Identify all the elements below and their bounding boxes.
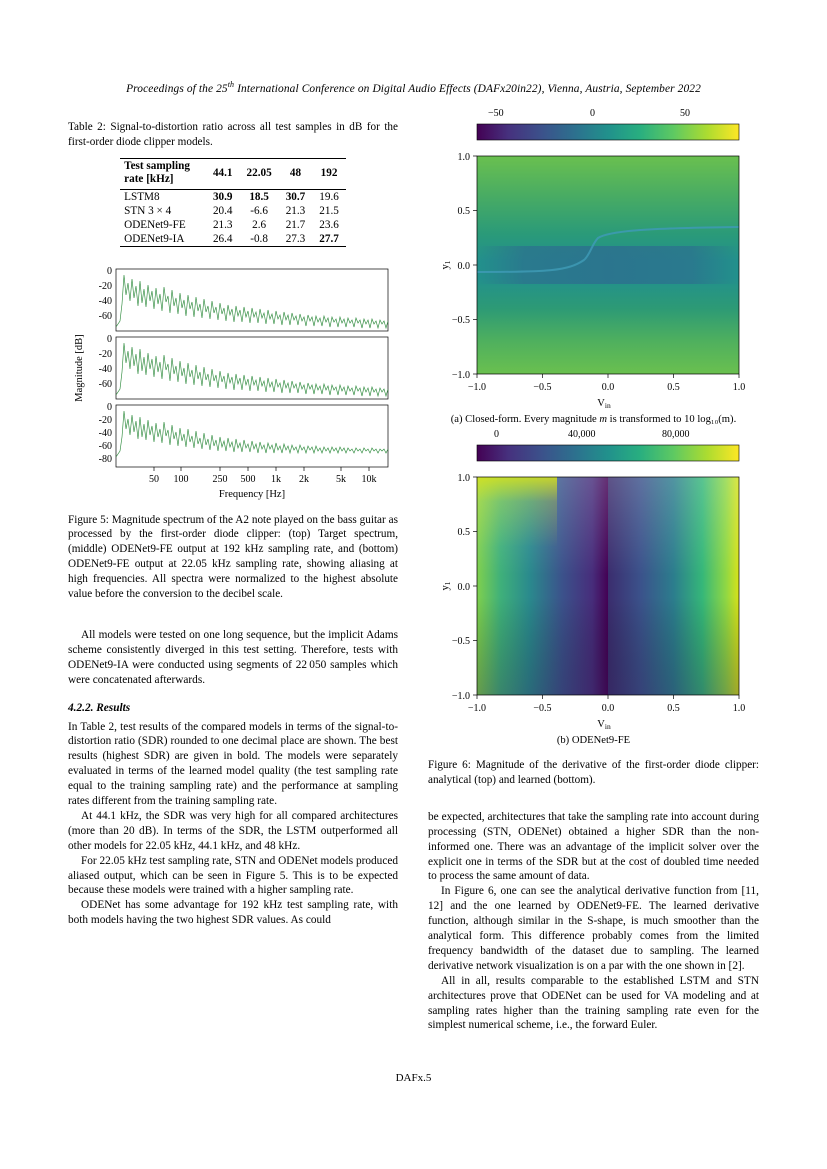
right-paragraph-2: In Figure 6, one can see the analytical derivative function from [11, 12] and the one learned by ODENet9-FE. The learned derivative function, although similar in the S-shape, is much smoother than the analytical form. This difference probably comes from the limited frequency bandwidth of the dataset due to sampling. The learned derivative network visualization is on a par with the one shown in [2]. xyxy=(428,885,759,972)
table-header-cell-4: 192 xyxy=(312,158,346,189)
cell: 30.7 xyxy=(285,190,306,203)
figure6b-ytick: −0.5 xyxy=(451,636,470,647)
fig5-ytick: -60 xyxy=(98,378,112,390)
running-head xyxy=(68,80,759,95)
fig5-xtick: 5k xyxy=(336,473,346,485)
table-header-row xyxy=(120,158,346,189)
fig5-xtick: 10k xyxy=(361,473,377,485)
table-header-cell-3: 48 xyxy=(279,158,313,189)
fig5-ytick: -20 xyxy=(98,348,112,360)
figure6a-subcaption-m: m xyxy=(599,414,607,425)
left-paragraph-1: All models were tested on one long sequence, but the implicit Adams scheme consistently diverged in this test setting. Therefore, tests with ODENet9-IA were conducted using segments of 22 050 samples which were concatenated afterwards. xyxy=(68,628,398,686)
table-row xyxy=(120,204,346,218)
figure6a-colorbar xyxy=(477,124,739,140)
table2-caption: Table 2: Signal-to-distortion ratio across all test samples in dB for the first-order diode clipper models. xyxy=(68,121,398,148)
fig5-xtick: 250 xyxy=(212,473,228,485)
figure6-caption: Figure 6: Magnitude of the derivative of the first-order diode clipper: analytical (top) and learned (bottom). xyxy=(428,759,759,786)
fig5-ytick: 0 xyxy=(107,265,112,277)
fig5-xlabel: Frequency [Hz] xyxy=(218,488,286,500)
figure6b-xlabel xyxy=(597,719,611,731)
table-header-cell-0 xyxy=(120,158,206,189)
figure6a-subcaption xyxy=(428,414,759,425)
fig5-ytick: -40 xyxy=(98,295,112,307)
figure6a-subcaption-formula: 10 log₁₀(m) xyxy=(684,414,734,425)
figure6a-ylabel-sub: 1 xyxy=(443,260,452,265)
figure6b-cbar-tick: 40,000 xyxy=(568,429,596,440)
figure6b-ylabel xyxy=(440,581,452,590)
running-head-before: Proceedings of the 25 xyxy=(126,82,228,95)
left-paragraph-4: For 22.05 kHz test sampling rate, STN and ODENet models produced aliased output, which can be seen in Figure 5. This is to be expected because these models were trained with a higher sampling rate. xyxy=(68,854,398,897)
figure6b-ytick: 0.0 xyxy=(457,582,470,593)
row-label: ODENet9-IA xyxy=(120,232,206,247)
row-label: LSTM8 xyxy=(124,190,160,203)
section-heading-results: 4.2.2. Results xyxy=(68,701,131,714)
right-paragraph-1: be expected, architectures that take the sampling rate into account during processing (STN, ODENet) obtained a higher SDR than the non-informed one. There was an advantage of the implicit solver over the explicit one in terms of the SDR but at the cost of doubled time needed to process the same amount of data. xyxy=(428,810,759,883)
figure6a-xlabel xyxy=(597,398,611,410)
figure6a-ytick: 0.5 xyxy=(457,206,470,217)
cell: 27.3 xyxy=(279,232,313,247)
figure6b-subcaption: (b) ODENet9-FE xyxy=(556,735,631,746)
figure5-svg xyxy=(68,261,398,501)
cell: 18.5 xyxy=(249,190,269,203)
fig5-ytick: 0 xyxy=(107,401,112,413)
cell: 26.4 xyxy=(206,232,240,247)
right-column xyxy=(428,108,759,1033)
figure6b-xtick: −0.5 xyxy=(533,703,552,714)
fig5-ytick: -20 xyxy=(98,280,112,292)
figure6a-xtick: −1.0 xyxy=(467,382,487,393)
figure6b-xtick: 1.0 xyxy=(732,703,746,714)
figure6a-ytick: −0.5 xyxy=(451,315,470,326)
fig5-trace-top xyxy=(116,275,388,328)
cell: 20.4 xyxy=(212,204,233,217)
cell: 23.6 xyxy=(319,218,339,231)
fig5-xtick: 100 xyxy=(173,473,189,485)
fig5-ylabel: Magnitude [dB] xyxy=(74,333,85,402)
figure6a-ylabel xyxy=(440,260,452,269)
fig5-trace-bottom xyxy=(116,411,388,457)
sdr-table xyxy=(120,158,346,247)
fig5-xtick: 1k xyxy=(271,473,281,485)
figure6a-xlabel-sub: in xyxy=(604,401,611,410)
fig5-ytick: -60 xyxy=(98,310,112,322)
figure6a-panel xyxy=(428,108,759,410)
table-row xyxy=(120,232,346,247)
cell: 21.7 xyxy=(285,218,306,231)
fig5-ytick: -20 xyxy=(98,414,112,426)
figure6a-subcaption-mid: is transformed to xyxy=(607,414,685,425)
figure6a-ylabel-main: y xyxy=(440,264,451,270)
figure6b-xlabel-main: V xyxy=(597,719,605,730)
figure6a-ytick: −1.0 xyxy=(451,370,470,381)
fig5-xtick: 2k xyxy=(299,473,309,485)
figure5-caption: Figure 5: Magnitude spectrum of the A2 note played on the bass guitar as processed by the first-order diode clipper: (top) Target spectrum, (middle) ODENet9-FE output at 192 kHz sampling rate, and (bottom) ODENet9-FE output at 22.05 kHz sampling rate, showing aliasing at high frequencies. All spectra were normalized to the highest absolute value before the conversion to the decibel scale. xyxy=(68,513,398,600)
header-line-1: Test sampling xyxy=(124,159,190,172)
cell: 30.9 xyxy=(212,190,233,203)
figure6a-cbar-tick: 50 xyxy=(680,108,690,119)
running-head-sup: th xyxy=(227,80,235,89)
figure6a-subcaption-after: . xyxy=(733,414,737,425)
fig5-trace-middle xyxy=(116,343,388,396)
figure6a-ytick: 0.0 xyxy=(457,261,470,272)
figure6b-svg xyxy=(428,441,759,731)
figure6b-ylabel-sub: 1 xyxy=(443,581,452,586)
cell: -6.6 xyxy=(250,204,268,217)
figure6b-cbar-tick: 80,000 xyxy=(662,429,690,440)
cell: -0.8 xyxy=(240,232,279,247)
fig5-ytick: -40 xyxy=(98,363,112,375)
figure6b-colorbar xyxy=(477,445,739,461)
figure6b-cbar-labels xyxy=(428,429,759,443)
cell: 27.7 xyxy=(312,232,346,247)
fig5-ytick: -40 xyxy=(98,427,112,439)
figure6b-cbar-tick: 0 xyxy=(494,429,499,440)
figure6a-xtick: 1.0 xyxy=(732,382,746,393)
figure6b-panel xyxy=(428,429,759,731)
figure5-spectra xyxy=(68,261,398,501)
running-head-after: International Conference on Digital Audio Effects (DAFx20in22), Vienna, Austria, September 2022 xyxy=(234,82,701,95)
cell: 19.6 xyxy=(319,190,339,203)
cell: 2.6 xyxy=(252,218,267,231)
left-column xyxy=(68,120,398,928)
table-header-cell-2: 22.05 xyxy=(240,158,279,189)
fig5-xtick: 50 xyxy=(149,473,159,485)
left-paragraph-2: In Table 2, test results of the compared models in terms of the signal-to-distortion ratio (SDR) rounded to one decimal place are shown. The best results (highest SDR) are given in bold. The models were separately evaluated in terms of the learned model quality (the test sampling rate equal to the training sampling rate) and the performance at sampling rates different from the training sampling rate. xyxy=(68,720,398,808)
figure6b-xlabel-sub: in xyxy=(604,722,611,731)
left-paragraph-5: ODENet has some advantage for 192 kHz test sampling rate, with both models having the two highest SDR values. As could xyxy=(68,899,398,927)
table-row xyxy=(120,189,346,204)
fig5-xtick: 500 xyxy=(240,473,256,485)
row-label: ODENet9-FE xyxy=(124,218,186,231)
header-line-2: rate [kHz] xyxy=(124,172,174,185)
figure6b-xtick: 0.5 xyxy=(667,703,680,714)
figure6a-ytick: 1.0 xyxy=(457,152,470,163)
figure6a-subcaption-before: (a) Closed-form. Every magnitude xyxy=(450,414,600,425)
figure6b-ytick: 0.5 xyxy=(457,527,470,538)
figure6b-ytick: 1.0 xyxy=(457,473,470,484)
figure6a-xtick: 0.5 xyxy=(667,382,680,393)
cell: 21.3 xyxy=(212,218,233,231)
table-header-cell-1: 44.1 xyxy=(206,158,240,189)
figure6b-ylabel-main: y xyxy=(440,585,451,591)
left-paragraph-3: At 44.1 kHz, the SDR was very high for all compared architectures (more than 20 dB). In terms of the SDR, the LSTM outperformed all other models for 22.05 kHz, 44.1 kHz, and 48 kHz. xyxy=(68,809,398,852)
figure6a-cbar-labels xyxy=(428,108,759,122)
figure6a-cbar-tick: −50 xyxy=(488,108,504,119)
figure6b-ytick: −1.0 xyxy=(451,691,470,702)
figure6b-xtick: −1.0 xyxy=(467,703,487,714)
figure6a-xlabel-main: V xyxy=(597,398,605,409)
figure6a-cbar-tick: 0 xyxy=(590,108,595,119)
table-row xyxy=(120,218,346,232)
fig5-ytick: 0 xyxy=(107,333,112,345)
figure6b-xtick: 0.0 xyxy=(601,703,615,714)
cell: 21.3 xyxy=(285,204,306,217)
fig5-ytick: -60 xyxy=(98,440,112,452)
page-footer: DAFx.5 xyxy=(395,1072,432,1084)
row-label: STN 3 × 4 xyxy=(124,204,172,217)
fig5-ytick: -80 xyxy=(98,453,112,465)
figure6a-svg xyxy=(428,120,759,410)
figure6a-xtick: 0.0 xyxy=(601,382,615,393)
right-paragraph-3: All in all, results comparable to the established LSTM and STN architectures prove that ODENet can be used for VA modeling and at sampling rates higher than the training sampling rate even for the simplest numerical scheme, i.e., the forward Euler. xyxy=(428,974,759,1032)
figure6a-xtick: −0.5 xyxy=(533,382,552,393)
cell: 21.5 xyxy=(319,204,339,217)
